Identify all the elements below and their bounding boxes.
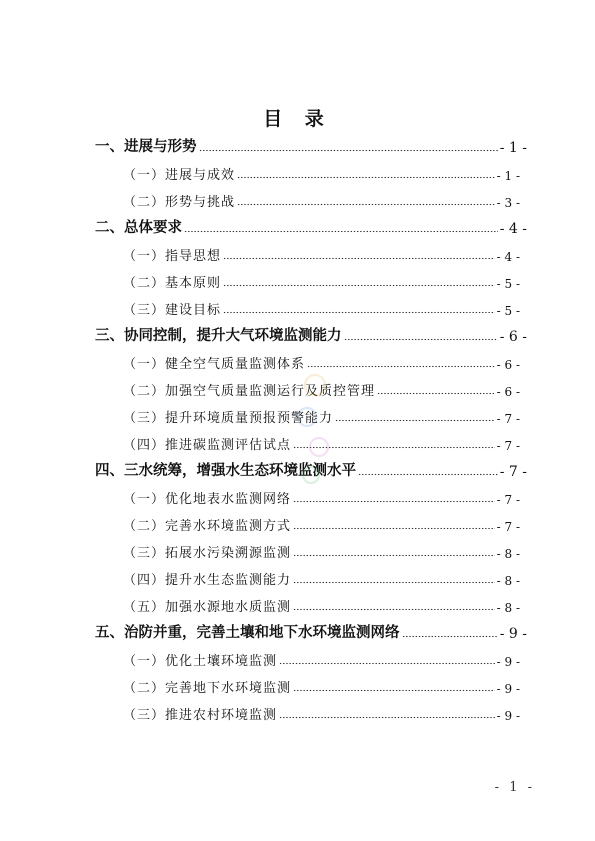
toc-entry-page: - 8 - [496, 574, 520, 588]
toc-leader-dots [293, 608, 495, 611]
page-title: 目 录 [263, 108, 332, 130]
toc-leader-dots [344, 338, 498, 341]
toc-leader-dots [199, 149, 498, 152]
toc-entry[interactable] [123, 161, 520, 183]
toc-entry[interactable] [123, 350, 520, 372]
toc-leader-dots [293, 581, 495, 584]
toc-leader-dots [223, 311, 495, 314]
toc-entry-page: - 4 - [496, 250, 520, 264]
toc-entry[interactable] [123, 296, 520, 318]
toc-entry-page: - 7 - [496, 520, 520, 534]
toc-entry-label: 二、总体要求 [95, 220, 182, 236]
toc-leader-dots [223, 284, 495, 287]
toc-entry-label: （三）推进农村环境监测 [123, 708, 278, 723]
toc-entry-page: - 7 - [499, 464, 527, 480]
toc-entry[interactable] [123, 512, 520, 534]
toc-leader-dots [279, 716, 495, 719]
toc-leader-dots [293, 446, 495, 449]
toc-entry[interactable] [95, 620, 527, 642]
toc-entry[interactable] [95, 323, 527, 345]
toc-entry-label: （三）拓展水污染溯源监测 [123, 546, 292, 561]
toc-entry[interactable] [95, 458, 527, 480]
toc-entry-page: - 7 - [496, 439, 520, 453]
toc-entry[interactable] [123, 431, 520, 453]
toc-leader-dots [293, 500, 495, 503]
toc-entry[interactable] [95, 134, 527, 156]
toc-entry-label: （二）完善地下水环境监测 [123, 681, 292, 696]
toc-leader-dots [279, 662, 495, 665]
toc-entry-page: - 5 - [496, 304, 520, 318]
toc-entry-label: （三）提升环境质量预报预警能力 [123, 411, 334, 426]
toc-entry[interactable] [123, 242, 520, 264]
toc-leader-dots [293, 689, 495, 692]
toc-entry[interactable] [123, 701, 520, 723]
toc-entry[interactable] [123, 539, 520, 561]
toc-entry-label: （一）指导思想 [123, 249, 222, 264]
toc-entry[interactable] [123, 485, 520, 507]
toc-entry-page: - 9 - [496, 709, 520, 723]
toc-entry-page: - 4 - [499, 221, 527, 237]
toc-entry[interactable] [123, 377, 520, 399]
toc-entry-label: （四）提升水生态监测能力 [123, 573, 292, 588]
toc-entry-page: - 7 - [496, 493, 520, 507]
toc-entry-page: - 6 - [496, 385, 520, 399]
toc-leader-dots [335, 419, 495, 422]
toc-entry[interactable] [123, 593, 520, 615]
toc-entry-page: - 9 - [499, 626, 527, 642]
toc-entry-page: - 6 - [496, 358, 520, 372]
toc-leader-dots [358, 473, 498, 476]
toc-entry[interactable] [123, 269, 520, 291]
toc-entry-label: （一）健全空气质量监测体系 [123, 357, 306, 372]
toc-entry-page: - 5 - [496, 277, 520, 291]
toc-entry-label: （三）建设目标 [123, 303, 222, 318]
toc-entry-page: - 9 - [496, 682, 520, 696]
toc-leader-dots [237, 203, 495, 206]
toc-entry-label: （五）加强水源地水质监测 [123, 600, 292, 615]
toc-entry[interactable] [123, 674, 520, 696]
toc-entry-page: - 9 - [496, 655, 520, 669]
toc-leader-dots [377, 392, 495, 395]
toc-leader-dots [293, 527, 495, 530]
toc-entry-page: - 8 - [496, 601, 520, 615]
toc-leader-dots [307, 365, 495, 368]
toc-entry-label: （二）基本原则 [123, 276, 222, 291]
toc-leader-dots [293, 554, 495, 557]
toc-entry-label: （四）推进碳监测评估试点 [123, 438, 292, 453]
toc-leader-dots [223, 257, 495, 260]
toc-entry-label: 一、进展与形势 [95, 139, 197, 155]
toc-entry-page: - 1 - [499, 140, 527, 156]
toc-entry[interactable] [123, 404, 520, 426]
toc-entry-label: 五、治防并重，完善土壤和地下水环境监测网络 [95, 625, 400, 641]
toc-leader-dots [402, 635, 498, 638]
toc-entry-label: （一）优化土壤环境监测 [123, 654, 278, 669]
toc-entry-page: - 8 - [496, 547, 520, 561]
toc-entry-page: - 3 - [496, 196, 520, 210]
toc-entry[interactable] [95, 215, 527, 237]
toc-entry[interactable] [123, 188, 520, 210]
toc-entry-label: （一）优化地表水监测网络 [123, 492, 292, 507]
toc-entry-label: 三、协同控制，提升大气环境监测能力 [95, 328, 342, 344]
toc-leader-dots [184, 230, 498, 233]
toc-entry-page: - 6 - [499, 329, 527, 345]
toc-entry[interactable] [123, 566, 520, 588]
page-number-footer: - 1 - [494, 780, 535, 795]
toc-entry-label: 四、三水统筹，增强水生态环境监测水平 [95, 463, 356, 479]
toc-entry-label: （二）形势与挑战 [123, 195, 236, 210]
toc-entry-label: （二）完善水环境监测方式 [123, 519, 292, 534]
toc-entry-page: - 1 - [496, 169, 520, 183]
toc-entry-label: （二）加强空气质量监测运行及质控管理 [123, 384, 376, 399]
toc-leader-dots [237, 176, 495, 179]
toc-entry-page: - 7 - [496, 412, 520, 426]
toc-entry-label: （一）进展与成效 [123, 168, 236, 183]
toc-entry[interactable] [123, 647, 520, 669]
